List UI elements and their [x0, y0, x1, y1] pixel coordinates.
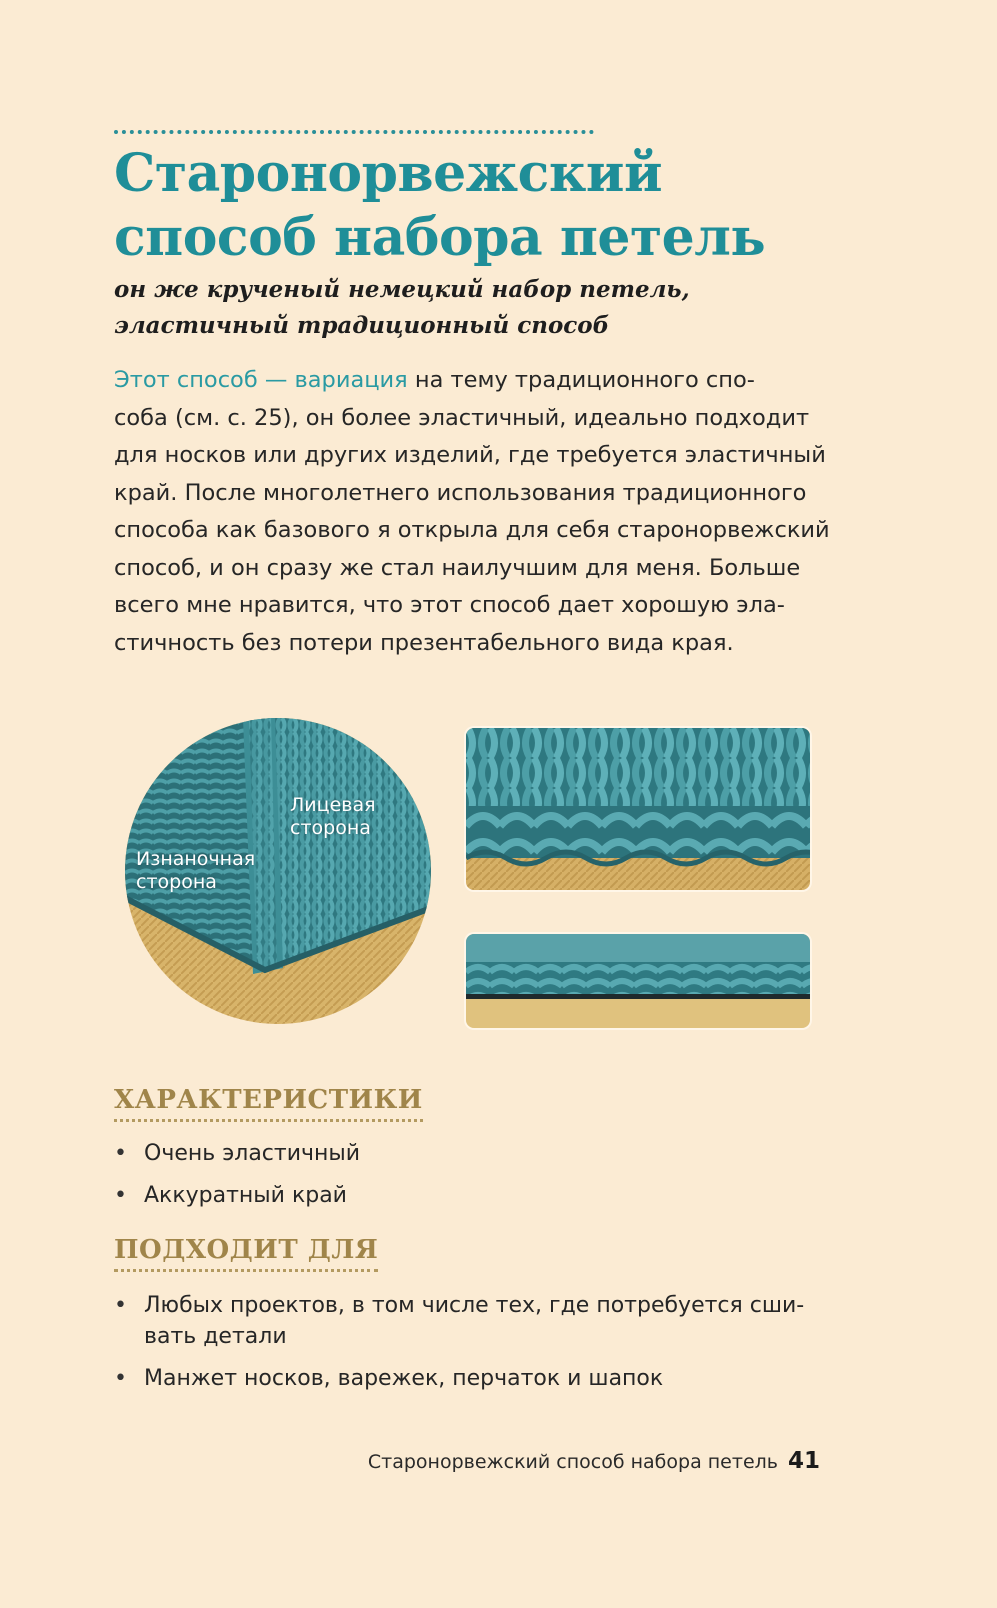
intro-line-8: стичность без потери презентабельного вида края. — [114, 629, 734, 656]
list-item-text: Очень эластичный — [144, 1141, 361, 1166]
running-title: Старонорвежский способ набора петель — [367, 1451, 778, 1473]
characteristics-list — [114, 1138, 834, 1222]
wrong-side-label — [136, 848, 286, 894]
characteristics-heading: ХАРАКТЕРИСТИКИ — [114, 1084, 423, 1122]
list-item — [114, 1363, 834, 1394]
list-item — [114, 1180, 834, 1211]
right-side-label-line-1: Лицевая — [290, 794, 376, 816]
page-subtitle — [114, 272, 894, 344]
list-item-text-line-2: вать детали — [144, 1324, 287, 1349]
intro-line-6: способ, и он сразу же стал наилучшим для меня. Больше — [114, 554, 801, 581]
title-dotted-rule — [114, 130, 594, 134]
wrong-side-label-line-1: Изнаночная — [136, 848, 256, 870]
intro-line-3: для носков или других изделий, где требуется эластичный — [114, 442, 826, 468]
intro-line-1: на тему традиционного спо- — [407, 367, 755, 393]
page-title-line-1: Старонорвежский — [114, 143, 663, 204]
knit-edge-front-image — [466, 728, 810, 890]
photo-edge-side — [466, 934, 810, 1028]
list-item — [114, 1138, 834, 1169]
page-footer — [368, 1446, 820, 1477]
suitable-for-heading: ПОДХОДИТ ДЛЯ — [114, 1234, 378, 1272]
photo-edge-front — [466, 728, 810, 890]
list-item — [114, 1290, 834, 1352]
suitable-for-list — [114, 1290, 834, 1405]
list-item-text: Манжет носков, варежек, перчаток и шапок — [144, 1366, 664, 1391]
intro-paragraph — [114, 362, 854, 662]
page-number: 41 — [787, 1448, 820, 1474]
subtitle-line-1: он же крученый немецкий набор петель, — [114, 276, 690, 303]
intro-line-5: способа как базового я открыла для себя старонорвежский — [114, 517, 830, 543]
intro-lead: Этот способ — вариация — [114, 367, 408, 393]
right-side-label-line-2: сторона — [290, 817, 371, 839]
page-title-line-2: способ набора петель — [114, 207, 766, 268]
page-title — [114, 142, 914, 270]
subtitle-line-2: эластичный традиционный способ — [114, 312, 610, 339]
list-item-text: Аккуратный край — [144, 1183, 347, 1208]
right-side-label — [290, 794, 420, 840]
intro-line-7: всего мне нравится, что этот способ дает хорошую эла- — [114, 592, 785, 618]
knit-edge-side-image — [466, 934, 810, 1028]
intro-line-4: край. После многолетнего использования традиционного — [114, 479, 807, 506]
list-item-text-line-1: Любых проектов, в том числе тех, где потребуется сши- — [144, 1293, 805, 1318]
wrong-side-label-line-2: сторона — [136, 871, 217, 893]
intro-line-2: соба (см. с. 25), он более эластичный, идеально подходит — [114, 404, 810, 431]
